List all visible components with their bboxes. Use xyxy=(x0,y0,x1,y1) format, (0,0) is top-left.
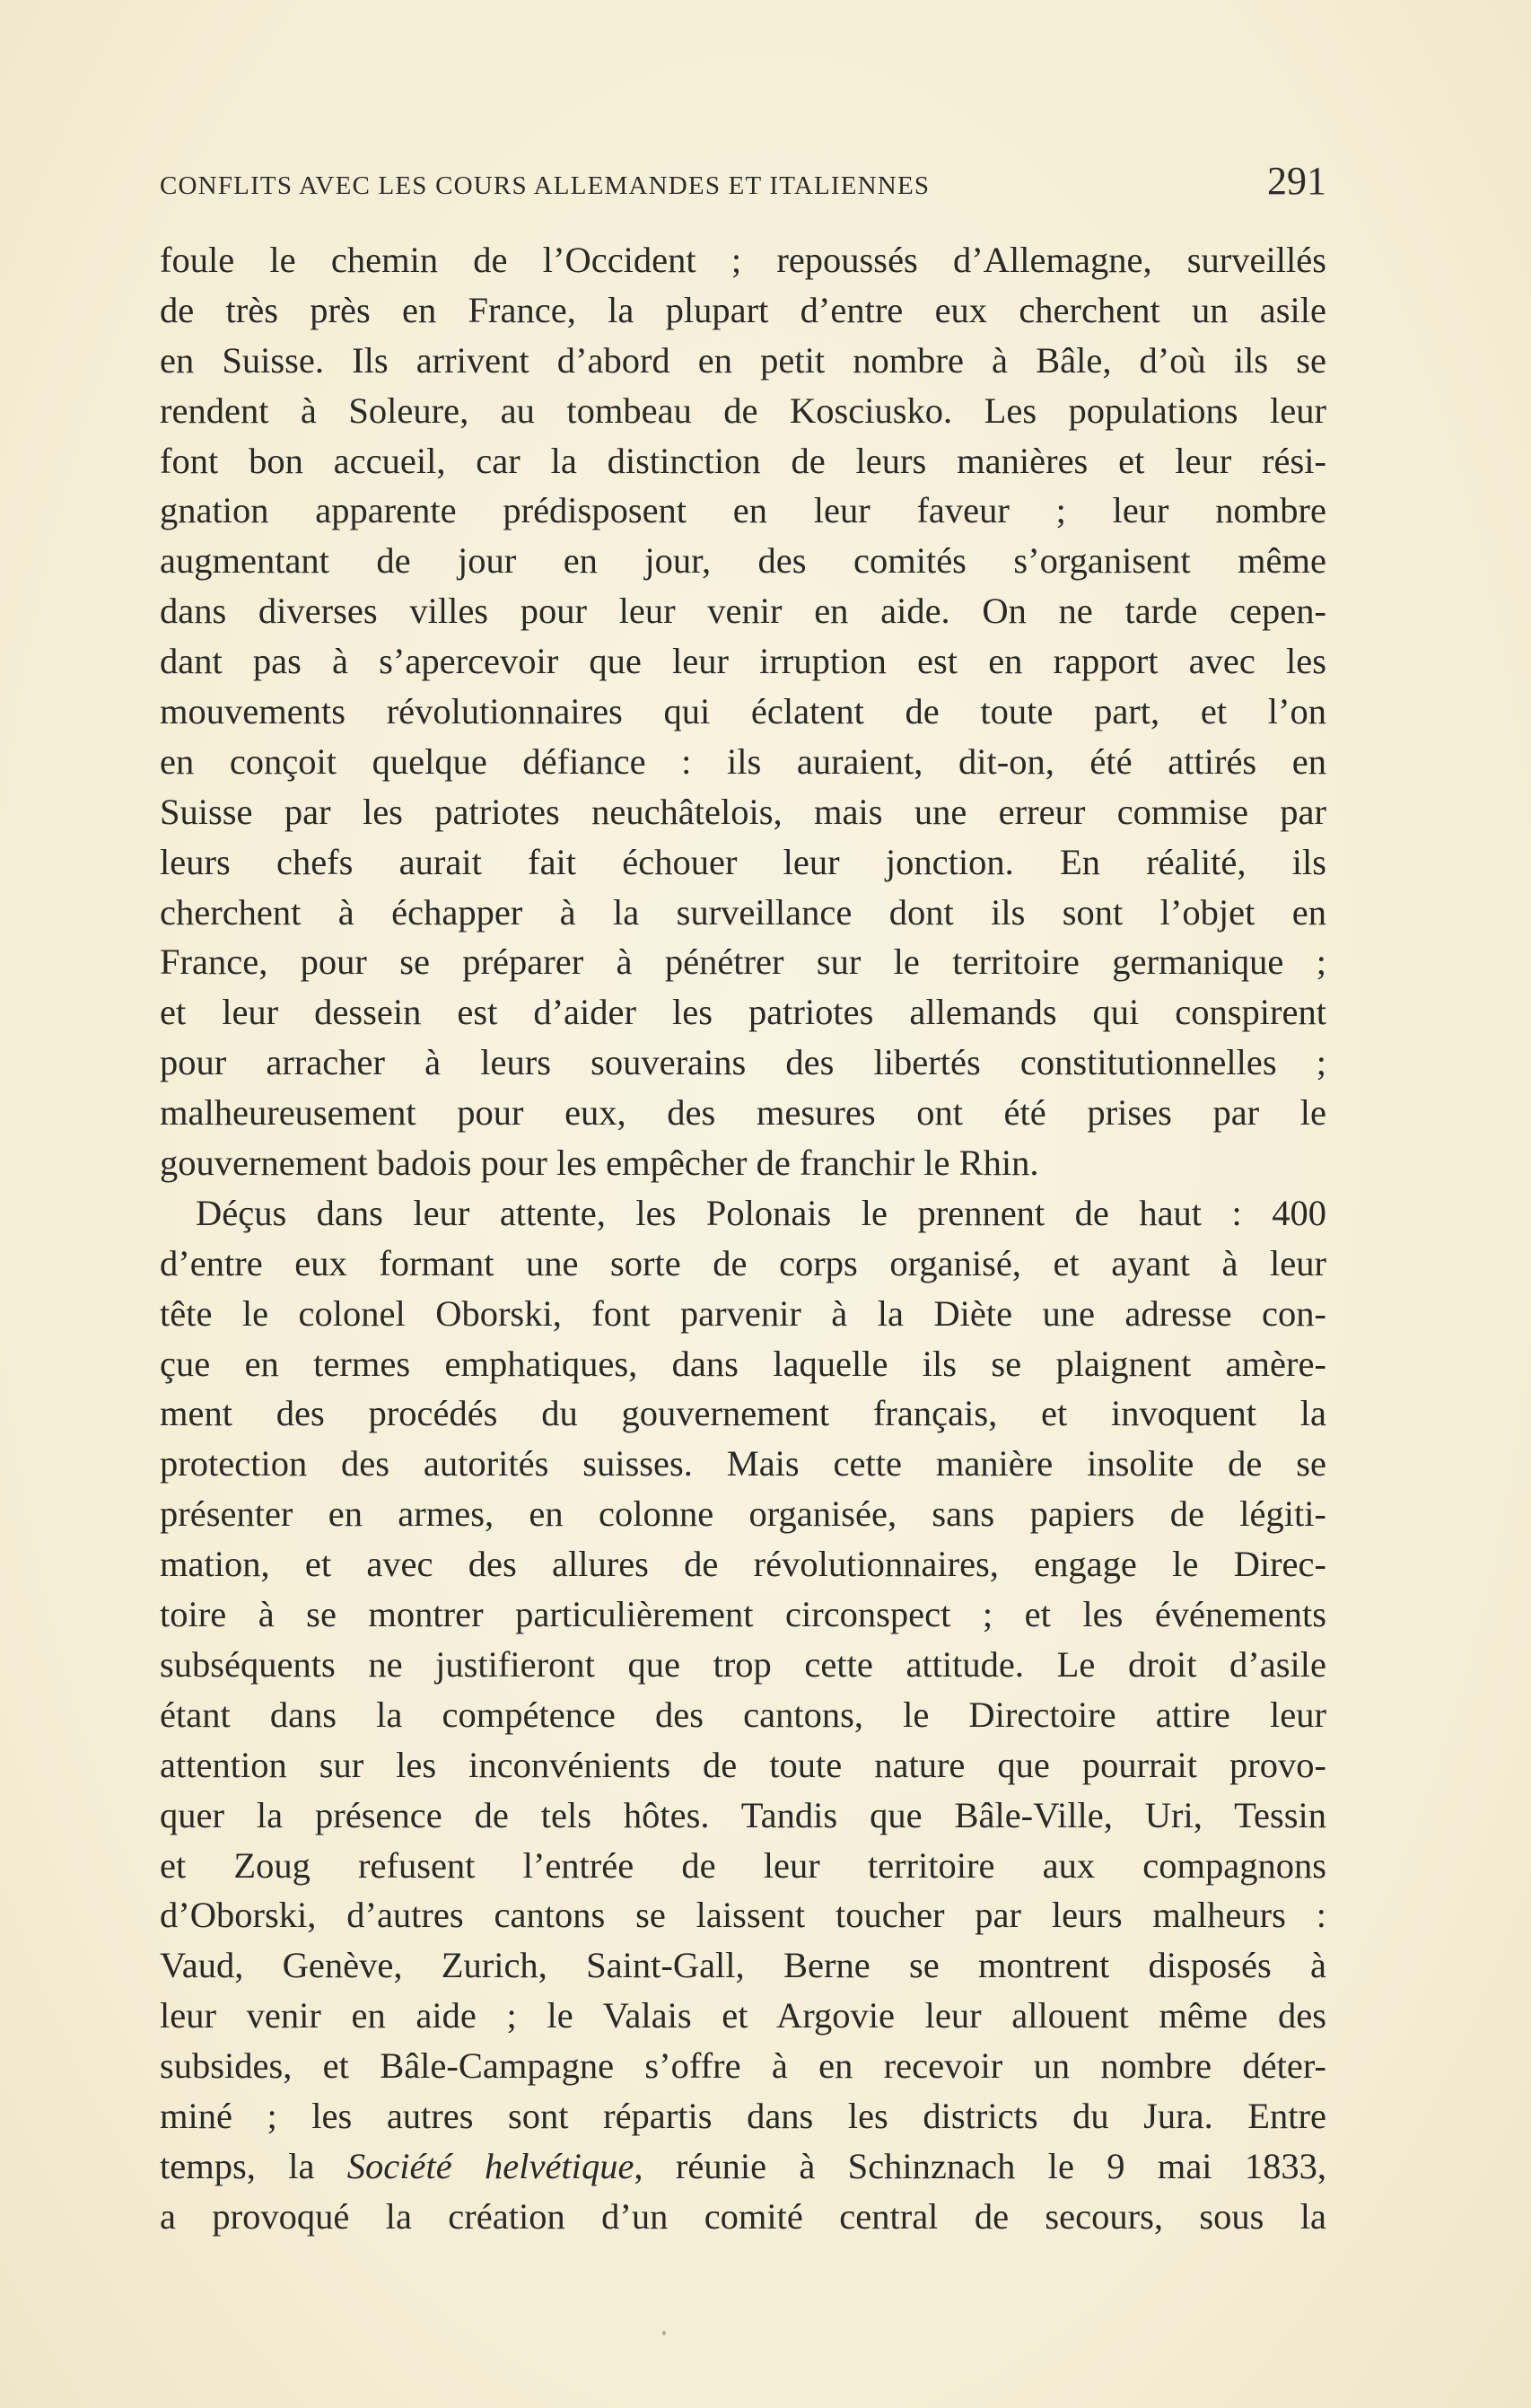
text-line: présenter en armes, en colonne organisée, sans papiers de légiti- xyxy=(160,1493,1326,1535)
text-line: Déçus dans leur attente, les Polonais le prennent de haut : 400 xyxy=(196,1192,1326,1233)
text-line: malheureusement pour eux, des mesures ont été prises par le xyxy=(160,1092,1326,1134)
page-number: 291 xyxy=(1267,159,1326,203)
text-line: mouvements révolutionnaires qui éclatent de toute part, et l’on xyxy=(160,691,1326,732)
text-line: d’entre eux formant une sorte de corps organisé, et ayant à leur xyxy=(160,1242,1326,1283)
text-line: cherchent à échapper à la surveillance dont ils sont l’objet en xyxy=(160,891,1326,933)
text-line: toire à se montrer particulièrement circonspect ; et les événements xyxy=(160,1594,1326,1635)
text-line: çue en termes emphatiques, dans laquelle ils se plaignent amère- xyxy=(160,1343,1326,1384)
text-line: miné ; les autres sont répartis dans les districts du Jura. Entre xyxy=(160,2095,1326,2136)
running-head xyxy=(160,158,1326,212)
text-line: protection des autorités suisses. Mais cette manière insolite de se xyxy=(160,1443,1326,1484)
text-line: attention sur les inconvénients de toute nature que pourrait provo- xyxy=(160,1744,1326,1785)
text-segment: , réunie à Schinznach le 9 mai 1833, xyxy=(634,2145,1326,2186)
text-line: mation, et avec des allures de révolutionnaires, engage le Direc- xyxy=(160,1544,1326,1585)
text-line: leurs chefs aurait fait échouer leur jonction. En réalité, ils xyxy=(160,841,1326,882)
text-line: en Suisse. Ils arrivent d’abord en petit nombre à Bâle, d’où ils se xyxy=(160,339,1326,381)
text-line: en conçoit quelque défiance : ils auraient, dit-on, été attirés en xyxy=(160,740,1326,782)
text-line: et Zoug refusent l’entrée de leur territoire aux compagnons xyxy=(160,1844,1326,1886)
text-line: a provoqué la création d’un comité central de secours, sous la xyxy=(160,2195,1326,2237)
text-line: étant dans la compétence des cantons, le Directoire attire leur xyxy=(160,1694,1326,1735)
text-line: foule le chemin de l’Occident ; repoussés d’Allemagne, surveillés xyxy=(160,240,1326,280)
text-line: d’Oborski, d’autres cantons se laissent toucher par leurs malheurs : xyxy=(160,1895,1326,1936)
text-line: de très près en France, la plupart d’entre eux cherchent un asile xyxy=(160,289,1326,330)
text-line: dant pas à s’apercevoir que leur irruption est en rapport avec les xyxy=(160,641,1326,682)
text-line: gnation apparente prédisposent en leur faveur ; leur nombre xyxy=(160,490,1326,531)
text-line: Vaud, Genève, Zurich, Saint-Gall, Berne se montrent disposés à xyxy=(160,1945,1326,1986)
text-line: rendent à Soleure, au tombeau de Kosciusko. Les populations leur xyxy=(160,390,1326,431)
text-line: France, pour se préparer à pénétrer sur le territoire germanique ; xyxy=(160,941,1326,983)
text-line: dans diverses villes pour leur venir en aide. On ne tarde cepen- xyxy=(160,591,1326,632)
text-line: font bon accueil, car la distinction de leurs manières et leur rési- xyxy=(160,440,1326,481)
text-line: et leur dessein est d’aider les patriotes allemands qui conspirent xyxy=(160,992,1326,1033)
paper-speck xyxy=(662,2331,666,2335)
text-line: pour arracher à leurs souverains des libertés constitutionnelles ; xyxy=(160,1042,1326,1083)
italic-title: Société helvétique xyxy=(346,2145,634,2186)
text-line: augmentant de jour en jour, des comités s’organisent même xyxy=(160,540,1326,582)
text-line: subsides, et Bâle-Campagne s’offre à en recevoir un nombre déter- xyxy=(160,2045,1326,2087)
text-line: ment des procédés du gouvernement français, et invoquent la xyxy=(160,1393,1326,1434)
text-line: tête le colonel Oborski, font parvenir à la Diète une adresse con- xyxy=(160,1292,1326,1334)
text-line: quer la présence de tels hôtes. Tandis que Bâle-Ville, Uri, Tessin xyxy=(160,1794,1326,1835)
running-title: CONFLITS AVEC LES COURS ALLEMANDES ET ITALIENNES xyxy=(160,171,931,200)
text-line: gouvernement badois pour les empêcher de franchir le Rhin. xyxy=(160,1143,1039,1184)
text-line: subséquents ne justifieront que trop cette attitude. Le droit d’asile xyxy=(160,1643,1326,1685)
text-line: Suisse par les patriotes neuchâtelois, mais une erreur commise par xyxy=(160,791,1326,832)
text-segment: temps, la xyxy=(160,2145,347,2186)
text-line xyxy=(160,2141,1326,2192)
body-text xyxy=(160,235,1326,2242)
text-line: leur venir en aide ; le Valais et Argovie leur allouent même des xyxy=(160,1995,1326,2036)
